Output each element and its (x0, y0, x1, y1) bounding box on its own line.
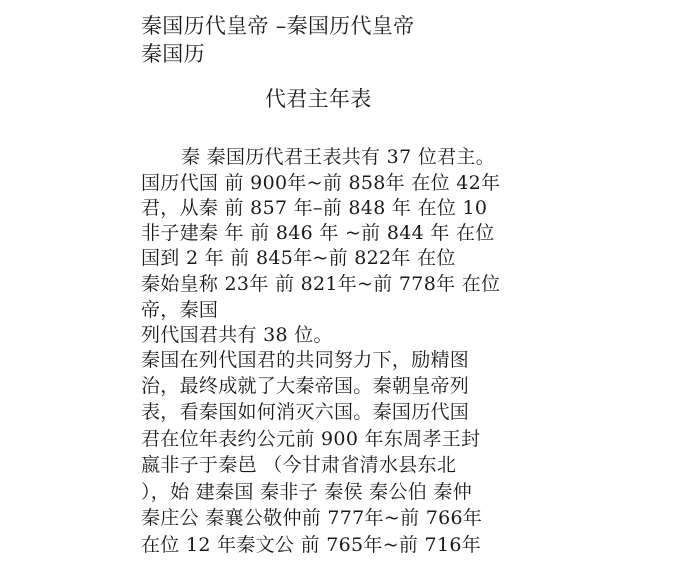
body-line: 秦 秦国历代君王表共有 37 位君主。 (181, 146, 495, 168)
body-line: 帝，秦国 (141, 299, 219, 321)
header-title-line-2: 秦国历 (141, 42, 205, 66)
body-line: 君在位年表约公元前 900 年东周孝王封 (141, 428, 481, 450)
body-line: 非子建秦 年 前 846 年 ~前 844 年 在位 (141, 222, 495, 244)
body-line: 国历代国 前 900年~前 858年 在位 42年 (141, 172, 501, 194)
body-line: 在位 12 年秦文公 前 765年~前 716年 (141, 534, 482, 556)
body-line: 秦国在列代国君的共同努力下，励精图 (141, 349, 470, 371)
body-line: 治，最终成就了大秦帝国。秦朝皇帝列 (141, 375, 470, 397)
body-line: 列代国君共有 38 位。 (141, 324, 333, 346)
header-title-line-1: 秦国历代皇帝 –秦国历代皇帝 (141, 14, 415, 38)
body-line: ），始 建秦国 秦非子 秦侯 秦公伯 秦仲 (141, 481, 472, 503)
body-line: 嬴非子于秦邑 （今甘肃省清水县东北 (141, 454, 457, 476)
body-line: 君，从秦 前 857 年–前 848 年 在位 10 (141, 197, 488, 219)
body-line: 秦始皇称 23年 前 821年~前 778年 在位 (141, 273, 501, 295)
centered-title: 代君主年表 (265, 87, 372, 111)
body-line: 国到 2 年 前 845年~前 822年 在位 (141, 247, 456, 269)
body-line: 秦庄公 秦襄公敬仲前 777年~前 766年 (141, 507, 483, 529)
body-line: 表，看秦国如何消灭六国。秦国历代国 (141, 401, 470, 423)
